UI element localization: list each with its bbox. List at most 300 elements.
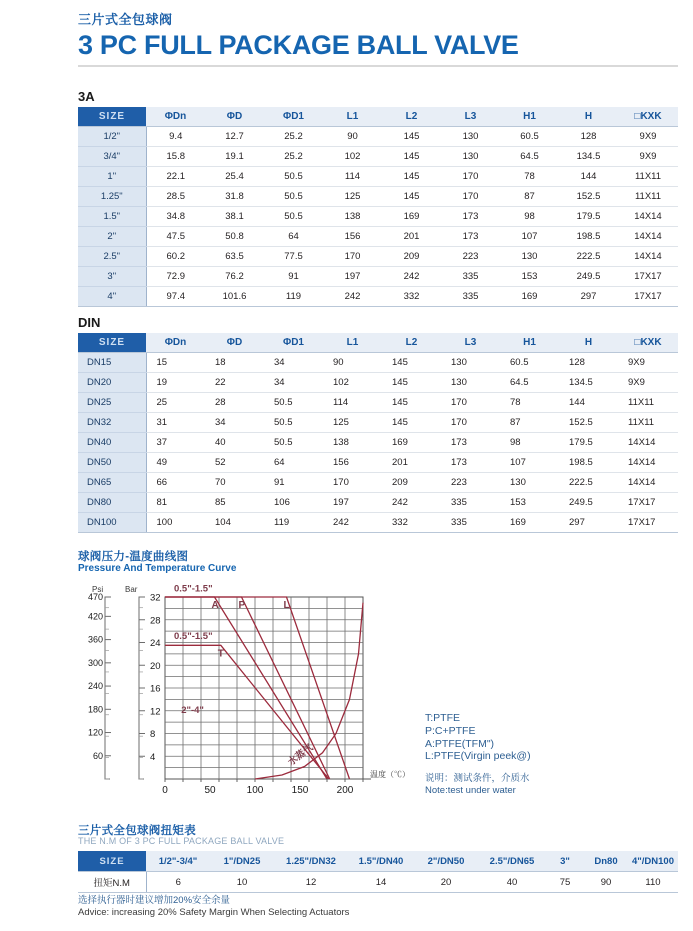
col-header-d: ΦD [205, 107, 264, 127]
table-row [78, 353, 678, 373]
table-cell: 138 [323, 433, 382, 453]
table-cell: 170 [441, 187, 500, 207]
table-cell: 222.5 [559, 473, 618, 493]
row-size-cell: 1.5" [78, 207, 146, 227]
table-cell: 170 [441, 393, 500, 413]
table-cell: 169 [500, 513, 559, 533]
torque-table [78, 851, 678, 893]
table-cell: 38.1 [205, 207, 264, 227]
col-header-h1: H1 [500, 107, 559, 127]
curve-title-cn: 球阀压力-温度曲线图 [78, 551, 189, 563]
chart-annotation: 0.5"-1.5" [174, 631, 213, 643]
table-cell: 31.8 [205, 187, 264, 207]
col-header-l1: L1 [323, 107, 382, 127]
table-cell: 14X14 [618, 473, 678, 493]
table-cell: 19.1 [205, 147, 264, 167]
table-cell: 170 [441, 167, 500, 187]
table-cell: 85 [205, 493, 264, 513]
table-row [78, 267, 678, 287]
table-cell: 145 [382, 127, 441, 147]
legend-item-a: A:PTFE(TFM") [425, 737, 495, 750]
row-size-cell: 1" [78, 167, 146, 187]
chart-grid [165, 597, 363, 779]
col-header-l3: L3 [441, 333, 500, 353]
table-cell: 242 [382, 267, 441, 287]
table-cell: 100 [146, 513, 205, 533]
col-header-size-2: 1"/DN25 [210, 851, 274, 872]
table-cell: 198.5 [559, 227, 618, 247]
table-row [78, 247, 678, 267]
x-axis-title: 温度（℃） [370, 770, 410, 779]
table-cell: 34 [205, 413, 264, 433]
torque-value-2: 10 [210, 872, 274, 893]
table-cell: 77.5 [264, 247, 323, 267]
table-cell: 169 [382, 433, 441, 453]
row-size-cell: DN15 [78, 353, 146, 373]
row-size-cell: DN32 [78, 413, 146, 433]
table-row [78, 147, 678, 167]
col-header-d: ΦD [205, 333, 264, 353]
psi-tick-label: 60 [92, 750, 103, 761]
table-cell: 50.8 [205, 227, 264, 247]
pressure-temperature-chart [78, 583, 678, 808]
chart-annotation: 水蒸气 [286, 742, 316, 769]
col-header-size: SIZE [78, 333, 146, 353]
table-row [78, 453, 678, 473]
table-cell: 209 [382, 247, 441, 267]
table-cell: 9X9 [618, 353, 678, 373]
page-title-en: 3 PC FULL PACKAGE BALL VALVE [78, 30, 519, 60]
table-cell: 242 [382, 493, 441, 513]
table-row [78, 207, 678, 227]
table-cell: 63.5 [205, 247, 264, 267]
table-cell: 81 [146, 493, 205, 513]
table-cell: 66 [146, 473, 205, 493]
table-cell: 144 [559, 167, 618, 187]
legend-item-p: P:C+PTFE [425, 724, 476, 737]
x-tick-label: 150 [291, 785, 309, 796]
table-cell: 9X9 [618, 373, 678, 393]
table-row [78, 287, 678, 307]
table-cell: 223 [441, 247, 500, 267]
table-cell: 64.5 [500, 373, 559, 393]
table-cell: 15.8 [146, 147, 205, 167]
table-cell: 102 [323, 147, 382, 167]
table-cell: 22 [205, 373, 264, 393]
table-cell: 145 [382, 373, 441, 393]
col-header-size: SIZE [78, 851, 146, 872]
table-cell: 145 [382, 413, 441, 433]
table-cell: 9.4 [146, 127, 205, 147]
table-cell: 50.5 [264, 393, 323, 413]
table-cell: 153 [500, 493, 559, 513]
row-size-cell: 3" [78, 267, 146, 287]
table-cell: 201 [382, 227, 441, 247]
table-row [78, 413, 678, 433]
table-cell: 25.2 [264, 127, 323, 147]
bar-tick-label: 12 [150, 706, 161, 718]
table-cell: 52 [205, 453, 264, 473]
table-cell: 170 [323, 473, 382, 493]
bar-tick-label: 28 [150, 615, 161, 627]
table-row [78, 393, 678, 413]
col-header-size: SIZE [78, 107, 146, 127]
table-cell: 169 [382, 207, 441, 227]
table-cell: 50.5 [264, 433, 323, 453]
curve-marker-T: T [217, 648, 224, 660]
table-row [78, 493, 678, 513]
col-header-l2: L2 [382, 107, 441, 127]
table-cell: 87 [500, 413, 559, 433]
col-header-h: H [559, 107, 618, 127]
table-cell: 14X14 [618, 227, 678, 247]
x-tick-label: 100 [246, 785, 264, 796]
table-cell: 37 [146, 433, 205, 453]
table-cell: 114 [323, 393, 382, 413]
axis-caption-bar: Bar [125, 585, 138, 594]
curve-marker-L: L [283, 600, 290, 611]
table-cell: 107 [500, 453, 559, 473]
table-cell: 50.5 [264, 413, 323, 433]
table-cell: 87 [500, 187, 559, 207]
table-cell: 25.4 [205, 167, 264, 187]
table-cell: 101.6 [205, 287, 264, 307]
table-cell: 134.5 [559, 373, 618, 393]
table-cell: 97.4 [146, 287, 205, 307]
legend-item-t: T:PTFE [425, 712, 461, 724]
header-divider [78, 65, 678, 67]
table-row [78, 127, 678, 147]
table-cell: 169 [500, 287, 559, 307]
table-cell: 34.8 [146, 207, 205, 227]
table-cell: 125 [323, 187, 382, 207]
table-cell: 335 [441, 493, 500, 513]
x-tick-label: 50 [204, 785, 216, 796]
table-cell: 222.5 [559, 247, 618, 267]
table-cell: 11X11 [618, 167, 678, 187]
table-cell: 17X17 [618, 513, 678, 533]
advice-cn: 选择执行器时建议增加20%安全余量 [78, 895, 231, 906]
row-size-cell: DN100 [78, 513, 146, 533]
table-cell: 14X14 [618, 247, 678, 267]
table-cell: 130 [441, 127, 500, 147]
table-cell: 170 [441, 413, 500, 433]
table-cell: 145 [382, 187, 441, 207]
table-cell: 130 [500, 473, 559, 493]
chart-svg [78, 583, 678, 808]
table-cell: 50.5 [264, 187, 323, 207]
table-cell: 91 [264, 473, 323, 493]
table-cell: 34 [264, 353, 323, 373]
col-header-size-9: 4"/DN100 [628, 851, 678, 872]
torque-title-en: THE N.M OF 3 PC FULL PACKAGE BALL VALVE [78, 836, 285, 846]
table-cell: 25.2 [264, 147, 323, 167]
curve-marker-P: P [238, 600, 246, 611]
row-size-cell: DN80 [78, 493, 146, 513]
table-cell: 19 [146, 373, 205, 393]
psi-tick-label: 300 [87, 657, 103, 668]
col-header-dn: ΦDn [146, 333, 205, 353]
table-cell: 90 [323, 353, 382, 373]
table-cell: 153 [500, 267, 559, 287]
actuator-advice [78, 895, 349, 919]
x-tick-label: 200 [336, 785, 354, 796]
table-cell: 335 [441, 287, 500, 307]
torque-value-1: 6 [146, 872, 210, 893]
torque-row-label: 扭矩N.M [78, 872, 146, 893]
table-cell: 173 [441, 227, 500, 247]
bar-tick-label: 4 [150, 751, 156, 763]
psi-tick-label: 360 [87, 634, 103, 645]
table-cell: 125 [323, 413, 382, 433]
table-cell: 197 [323, 267, 382, 287]
table-cell: 197 [323, 493, 382, 513]
table-cell: 179.5 [559, 433, 618, 453]
psi-tick-label: 120 [87, 727, 103, 738]
table-cell: 17X17 [618, 493, 678, 513]
table-cell: 179.5 [559, 207, 618, 227]
table-row [78, 373, 678, 393]
table-cell: 144 [559, 393, 618, 413]
torque-title-cn: 三片式全包球阀扭矩表 [78, 825, 196, 837]
standard-label-din: DIN [78, 315, 101, 330]
col-header-d1: ΦD1 [264, 333, 323, 353]
table-cell: 25 [146, 393, 205, 413]
table-cell: 170 [323, 247, 382, 267]
table-cell: 145 [382, 147, 441, 167]
table-cell: 14X14 [618, 433, 678, 453]
table-cell: 201 [382, 453, 441, 473]
table-cell: 130 [500, 247, 559, 267]
table-cell: 91 [264, 267, 323, 287]
table-cell: 50.5 [264, 207, 323, 227]
table-cell: 78 [500, 393, 559, 413]
table-cell: 106 [264, 493, 323, 513]
table-cell: 102 [323, 373, 382, 393]
table-cell: 145 [382, 353, 441, 373]
row-size-cell: DN40 [78, 433, 146, 453]
table-cell: 72.9 [146, 267, 205, 287]
table-cell: 332 [382, 513, 441, 533]
table-cell: 28.5 [146, 187, 205, 207]
note-cn: 说明：测试条件，介质水 [425, 773, 530, 784]
table-cell: 47.5 [146, 227, 205, 247]
table-cell: 130 [441, 373, 500, 393]
col-header-d1: ΦD1 [264, 107, 323, 127]
table-cell: 14X14 [618, 207, 678, 227]
spec-table-3a [78, 107, 678, 307]
table-cell: 173 [441, 207, 500, 227]
col-header-size-4: 1.5"/DN40 [348, 851, 414, 872]
table-row [78, 433, 678, 453]
row-size-cell: 2.5" [78, 247, 146, 267]
table-cell: 40 [205, 433, 264, 453]
table-cell: 49 [146, 453, 205, 473]
psi-tick-label: 240 [87, 681, 103, 692]
torque-value-7: 75 [546, 872, 584, 893]
row-size-cell: DN25 [78, 393, 146, 413]
table-cell: 50.5 [264, 167, 323, 187]
table-cell: 12.7 [205, 127, 264, 147]
col-header-size-3: 1.25"/DN32 [274, 851, 348, 872]
chart-annotation: 2"-4" [181, 705, 204, 717]
psi-tick-label: 180 [87, 704, 103, 715]
bar-tick-label: 32 [150, 592, 161, 604]
col-header-l2: L2 [382, 333, 441, 353]
bar-tick-label: 16 [150, 683, 161, 695]
material-legend [425, 712, 531, 763]
table-cell: 60.5 [500, 353, 559, 373]
table-cell: 18 [205, 353, 264, 373]
table-row [78, 513, 678, 533]
torque-header-row [78, 851, 678, 872]
table-cell: 156 [323, 227, 382, 247]
table-cell: 145 [382, 167, 441, 187]
table-cell: 90 [323, 127, 382, 147]
table-cell: 242 [323, 513, 382, 533]
col-header-size-5: 2"/DN50 [414, 851, 478, 872]
spec-table-din-body [78, 353, 678, 533]
col-header-h: H [559, 333, 618, 353]
bar-axis [139, 593, 161, 780]
col-header-size-8: Dn80 [584, 851, 628, 872]
table-cell: 297 [559, 287, 618, 307]
table-cell: 249.5 [559, 493, 618, 513]
table-cell: 60.5 [500, 127, 559, 147]
advice-en: Advice: increasing 20% Safety Margin When Selecting Actuators [78, 907, 350, 918]
curve-marker-A: A [211, 600, 219, 611]
table-cell: 209 [382, 473, 441, 493]
bar-tick-label: 24 [150, 638, 161, 649]
psi-tick-label: 420 [87, 611, 103, 622]
torque-value-6: 40 [478, 872, 546, 893]
curve-title-en: Pressure And Temperature Curve [78, 563, 237, 574]
table-cell: 22.1 [146, 167, 205, 187]
table-cell: 60.2 [146, 247, 205, 267]
table-cell: 70 [205, 473, 264, 493]
row-size-cell: DN50 [78, 453, 146, 473]
table-cell: 78 [500, 167, 559, 187]
table-cell: 128 [559, 127, 618, 147]
table-cell: 223 [441, 473, 500, 493]
table-row [78, 167, 678, 187]
torque-value-5: 20 [414, 872, 478, 893]
table-cell: 98 [500, 207, 559, 227]
col-header-l1: L1 [323, 333, 382, 353]
table-cell: 9X9 [618, 127, 678, 147]
table-cell: 15 [146, 353, 205, 373]
table-cell: 64 [264, 227, 323, 247]
table-cell: 173 [441, 433, 500, 453]
table-cell: 17X17 [618, 287, 678, 307]
col-header-kxk: □KXK [618, 107, 678, 127]
table-cell: 128 [559, 353, 618, 373]
table-cell: 64 [264, 453, 323, 473]
torque-value-4: 14 [348, 872, 414, 893]
col-header-kxk: □KXK [618, 333, 678, 353]
psi-axis [88, 592, 111, 779]
table-cell: 130 [441, 353, 500, 373]
table-cell: 14X14 [618, 453, 678, 473]
standard-label-3a: 3A [78, 89, 95, 104]
torque-value-9: 110 [628, 872, 678, 893]
table-cell: 249.5 [559, 267, 618, 287]
axis-caption-psi: Psi [92, 585, 104, 594]
table-cell: 130 [441, 147, 500, 167]
page-header [78, 12, 678, 67]
table-cell: 98 [500, 433, 559, 453]
table-cell: 134.5 [559, 147, 618, 167]
table-cell: 138 [323, 207, 382, 227]
col-header-h1: H1 [500, 333, 559, 353]
col-header-size-1: 1/2"-3/4" [146, 851, 210, 872]
table-cell: 11X11 [618, 413, 678, 433]
table-cell: 11X11 [618, 187, 678, 207]
col-header-size-7: 3" [546, 851, 584, 872]
bar-tick-label: 20 [150, 660, 161, 672]
spec-table-din [78, 333, 678, 533]
table-cell: 335 [441, 267, 500, 287]
x-axis-labels [162, 785, 354, 796]
table-cell: 76.2 [205, 267, 264, 287]
spec-table-3a-body [78, 127, 678, 307]
row-size-cell: 4" [78, 287, 146, 307]
table-cell: 119 [264, 287, 323, 307]
table-header-row [78, 333, 678, 353]
torque-row [78, 872, 678, 893]
table-cell: 17X17 [618, 267, 678, 287]
table-cell: 152.5 [559, 187, 618, 207]
row-size-cell: 2" [78, 227, 146, 247]
page-title-cn: 三片式全包球阀 [78, 12, 173, 27]
table-cell: 64.5 [500, 147, 559, 167]
table-cell: 173 [441, 453, 500, 473]
col-header-size-6: 2.5"/DN65 [478, 851, 546, 872]
table-cell: 242 [323, 287, 382, 307]
torque-value-8: 90 [584, 872, 628, 893]
table-cell: 114 [323, 167, 382, 187]
psi-tick-label: 470 [87, 592, 103, 602]
note-en: Note:test under water [425, 784, 516, 796]
table-cell: 9X9 [618, 147, 678, 167]
x-tick-label: 0 [162, 785, 168, 796]
table-row [78, 187, 678, 207]
table-row [78, 473, 678, 493]
table-cell: 332 [382, 287, 441, 307]
row-size-cell: 1.25" [78, 187, 146, 207]
col-header-dn: ΦDn [146, 107, 205, 127]
table-cell: 34 [264, 373, 323, 393]
table-cell: 28 [205, 393, 264, 413]
table-cell: 31 [146, 413, 205, 433]
table-row [78, 227, 678, 247]
row-size-cell: DN20 [78, 373, 146, 393]
bar-tick-label: 8 [150, 729, 156, 740]
table-cell: 156 [323, 453, 382, 473]
table-header-row [78, 107, 678, 127]
row-size-cell: DN65 [78, 473, 146, 493]
table-cell: 152.5 [559, 413, 618, 433]
row-size-cell: 1/2" [78, 127, 146, 147]
col-header-l3: L3 [441, 107, 500, 127]
row-size-cell: 3/4" [78, 147, 146, 167]
table-cell: 297 [559, 513, 618, 533]
table-cell: 119 [264, 513, 323, 533]
table-cell: 145 [382, 393, 441, 413]
chart-annotation: 0.5"-1.5" [174, 583, 213, 595]
torque-value-3: 12 [274, 872, 348, 893]
table-cell: 11X11 [618, 393, 678, 413]
